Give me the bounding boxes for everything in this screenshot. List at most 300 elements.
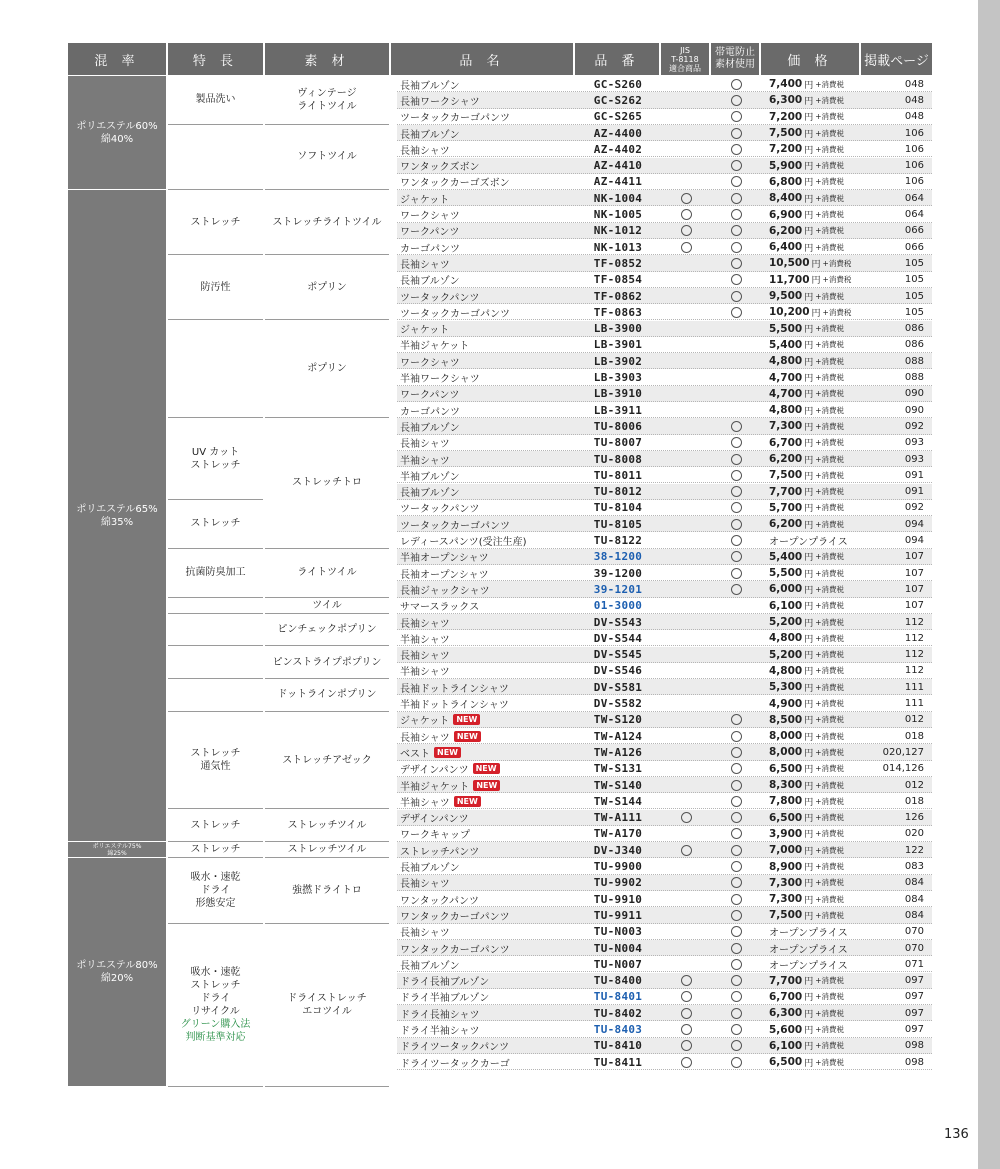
static-cell	[711, 109, 761, 125]
table-row	[397, 761, 932, 777]
price-value: 6,100	[769, 1039, 803, 1052]
product-name	[400, 630, 575, 646]
material-cell: ピンチェックポプリン	[265, 614, 389, 647]
price-cell	[761, 1005, 875, 1021]
jis-cell	[661, 956, 711, 972]
table-row	[397, 712, 932, 728]
jis-cell	[661, 858, 711, 874]
price-value: 4,800	[769, 664, 803, 677]
price-cell	[761, 386, 875, 402]
static-cell	[711, 158, 761, 174]
static-cell	[711, 761, 761, 777]
material-cell: 強撚ドライトロ	[265, 858, 389, 923]
jis-cell	[661, 940, 711, 956]
product-name-text: ドライ半袖シャツ	[400, 1026, 480, 1038]
static-cell	[711, 532, 761, 548]
price-cell	[761, 712, 875, 728]
price-value: 6,300	[769, 1007, 803, 1020]
tax-label: +消費税	[815, 666, 845, 676]
material-cell: ストレッチライトツイル	[265, 190, 389, 255]
price-value: 5,500	[769, 322, 803, 335]
product-name-text: 長袖シャツ	[400, 259, 450, 271]
price-unit: 円	[804, 439, 814, 450]
price-cell	[761, 663, 875, 679]
catalog-page: 092	[904, 502, 924, 514]
table-row	[397, 614, 932, 630]
product-name	[400, 451, 575, 467]
price-value: 8,400	[769, 192, 803, 205]
catalog-page: 126	[904, 812, 924, 824]
price-unit: 円	[804, 748, 814, 759]
product-name	[400, 174, 575, 190]
static-cell	[711, 223, 761, 239]
jis-cell	[661, 647, 711, 663]
product-code: TW-A126	[593, 745, 643, 759]
table-row	[397, 435, 932, 451]
table-row	[397, 875, 932, 891]
product-code: NK-1012	[593, 224, 643, 238]
static-cell	[711, 858, 761, 874]
static-cell	[711, 1038, 761, 1054]
circle-mark-icon	[681, 812, 692, 823]
table-row	[397, 206, 932, 222]
product-code: DV-S581	[593, 680, 643, 694]
table-row	[397, 956, 932, 972]
price-value: 3,900	[769, 827, 803, 840]
material-cell: ヴィンテージ ライトツイル	[265, 76, 389, 125]
tax-label: +消費税	[815, 1008, 845, 1018]
product-name	[400, 793, 575, 809]
price-unit: 円	[804, 1042, 814, 1053]
price-unit: 円	[804, 243, 814, 254]
circle-mark-icon	[731, 519, 742, 530]
price-unit: 円	[804, 80, 814, 91]
circle-mark-icon	[731, 861, 742, 872]
jis-cell	[661, 484, 711, 500]
material-cell: ストレッチツイル	[265, 810, 389, 843]
feature-label: 抗菌防臭加工	[185, 567, 246, 579]
catalog-page: 084	[904, 909, 924, 921]
feature-cell	[168, 190, 263, 255]
circle-mark-icon	[731, 193, 742, 204]
price-unit: 円	[804, 797, 814, 808]
price-cell	[761, 581, 875, 597]
jis-cell	[661, 288, 711, 304]
price-unit: 円	[804, 227, 814, 238]
table-row	[397, 158, 932, 174]
price-cell	[761, 907, 875, 923]
catalog-page: 070	[904, 926, 924, 938]
product-name	[400, 125, 575, 141]
feature-cell	[168, 418, 263, 500]
product-name-text: ドライツータックカーゴ	[400, 1058, 510, 1070]
price-cell	[761, 761, 875, 777]
tax-label: +消費税	[815, 519, 845, 529]
product-code: LB-3903	[593, 371, 643, 385]
price-unit: 円	[804, 162, 814, 173]
product-name	[400, 614, 575, 630]
price-cell	[761, 614, 875, 630]
header-page: 掲載ページ	[861, 43, 932, 75]
static-cell	[711, 125, 761, 141]
product-code: AZ-4411	[593, 175, 643, 189]
static-cell	[711, 272, 761, 288]
tax-label: +消費税	[815, 568, 845, 578]
price-cell	[761, 516, 875, 532]
static-cell	[711, 549, 761, 565]
circle-mark-icon	[681, 1024, 692, 1035]
tax-label: +消費税	[815, 503, 845, 513]
feature-label: UV カット ストレッチ	[190, 446, 241, 471]
price-value: 8,500	[769, 713, 803, 726]
jis-cell	[661, 712, 711, 728]
jis-cell	[661, 1021, 711, 1037]
product-code: TU-8012	[593, 485, 643, 499]
circle-mark-icon	[681, 209, 692, 220]
circle-mark-icon	[731, 551, 742, 562]
table-row	[397, 907, 932, 923]
price-unit: 円	[804, 129, 814, 140]
feature-cell	[168, 500, 263, 549]
price-unit: 円	[804, 520, 814, 531]
new-badge: NEW	[473, 763, 500, 774]
header-material: 素 材	[265, 43, 389, 75]
product-code: TW-S144	[593, 794, 643, 808]
jis-cell	[661, 402, 711, 418]
circle-mark-icon	[681, 242, 692, 253]
price-cell	[761, 1054, 875, 1070]
static-cell	[711, 875, 761, 891]
tax-label: +消費税	[815, 731, 845, 741]
jis-cell	[661, 369, 711, 385]
static-cell	[711, 565, 761, 581]
product-code: NK-1005	[593, 208, 643, 222]
price-unit: 円	[804, 895, 814, 906]
mix-cell: ポリエステル80% 綿20%	[68, 858, 166, 1086]
price-unit: 円	[804, 194, 814, 205]
feature-label: ストレッチ	[190, 819, 241, 831]
price-unit: 円	[804, 374, 814, 385]
catalog-page: 086	[904, 339, 924, 351]
tax-label: +消費税	[815, 878, 845, 888]
price-value: 4,700	[769, 387, 803, 400]
catalog-page: 106	[904, 160, 924, 172]
static-cell	[711, 174, 761, 190]
table-row	[397, 891, 932, 907]
product-code: TU-8006	[593, 419, 643, 433]
product-name	[400, 712, 575, 728]
catalog-page: 111	[904, 681, 924, 693]
product-code: DV-S545	[593, 648, 643, 662]
product-code: TU-8401	[593, 990, 643, 1004]
product-name-text: ツータックカーゴパンツ	[400, 113, 510, 125]
static-cell	[711, 712, 761, 728]
page-number: 136	[944, 1127, 969, 1142]
product-name	[400, 891, 575, 907]
product-name	[400, 386, 575, 402]
circle-mark-icon	[731, 307, 742, 318]
circle-mark-icon	[731, 470, 742, 481]
tax-label: +消費税	[815, 1041, 845, 1051]
product-code: DV-S546	[593, 664, 643, 678]
circle-mark-icon	[731, 877, 742, 888]
jis-cell	[661, 451, 711, 467]
tax-label: +消費税	[815, 144, 845, 154]
price-unit: 円	[804, 618, 814, 629]
jis-cell	[661, 842, 711, 858]
catalog-page: 106	[904, 127, 924, 139]
catalog-page: 018	[904, 795, 924, 807]
table-row	[397, 255, 932, 271]
product-name-text: 長袖ブルゾン	[400, 422, 460, 434]
price-unit: 円	[804, 1026, 814, 1037]
circle-mark-icon	[731, 128, 742, 139]
table-row	[397, 549, 932, 565]
catalog-page: 107	[904, 600, 924, 612]
price-unit: 円	[804, 406, 814, 417]
catalog-page: 071	[904, 958, 924, 970]
jis-cell	[661, 614, 711, 630]
tax-label: +消費税	[815, 633, 845, 643]
tax-label: +消費税	[815, 340, 845, 350]
static-cell	[711, 614, 761, 630]
jis-cell	[661, 109, 711, 125]
tax-label: +消費税	[815, 650, 845, 660]
circle-mark-icon	[731, 568, 742, 579]
product-name-text: 長袖シャツ	[400, 145, 450, 157]
static-cell	[711, 695, 761, 711]
table-row	[397, 810, 932, 826]
price-unit: 円	[804, 178, 814, 189]
product-name	[400, 92, 575, 108]
static-cell	[711, 92, 761, 108]
jis-cell	[661, 337, 711, 353]
jis-cell	[661, 255, 711, 271]
circle-mark-icon	[681, 1008, 692, 1019]
price-value: 7,500	[769, 469, 803, 482]
price-value: 11,700	[769, 273, 810, 286]
price-unit: 円	[804, 96, 814, 107]
catalog-page: 097	[904, 991, 924, 1003]
circle-mark-icon	[731, 1024, 742, 1035]
feature-cell	[168, 842, 263, 858]
circle-mark-icon	[731, 943, 742, 954]
material-cell: ポプリン	[265, 255, 389, 320]
product-name-text: ストレッチパンツ	[400, 846, 480, 858]
price-unit: 円	[804, 553, 814, 564]
product-code: DV-S543	[593, 615, 643, 629]
tax-label: +消費税	[815, 421, 845, 431]
catalog-page: 097	[904, 1007, 924, 1019]
new-badge: NEW	[434, 747, 461, 758]
price-unit: 円	[804, 634, 814, 645]
product-name	[400, 907, 575, 923]
product-code: LB-3910	[593, 387, 643, 401]
feature-label: ストレッチ 通気性	[190, 748, 241, 773]
tax-label: +消費税	[815, 454, 845, 464]
material-cell: ストレッチツイル	[265, 842, 389, 858]
price-cell	[761, 924, 875, 940]
price-open: オープンプライス	[769, 944, 848, 956]
product-name	[400, 353, 575, 369]
static-cell	[711, 435, 761, 451]
price-value: 7,700	[769, 974, 803, 987]
price-value: 6,100	[769, 599, 803, 612]
circle-mark-icon	[731, 796, 742, 807]
product-name	[400, 109, 575, 125]
product-name-text: デザインパンツ	[400, 765, 469, 777]
product-name-text: 長袖ブルゾン	[400, 80, 460, 92]
catalog-page: 097	[904, 1024, 924, 1036]
price-open: オープンプライス	[769, 537, 848, 549]
jis-cell	[661, 1005, 711, 1021]
price-cell	[761, 141, 875, 157]
circle-mark-icon	[731, 79, 742, 90]
circle-mark-icon	[731, 454, 742, 465]
price-unit: 円	[804, 781, 814, 792]
product-name-text: 長袖シャツ	[400, 928, 450, 940]
table-row	[397, 1005, 932, 1021]
product-code: TF-0862	[593, 289, 643, 303]
circle-mark-icon	[731, 1057, 742, 1068]
price-value: 5,600	[769, 1023, 803, 1036]
feature-label: ストレッチ	[190, 216, 241, 228]
table-row	[397, 402, 932, 418]
product-name	[400, 581, 575, 597]
table-row	[397, 304, 932, 320]
product-name	[400, 141, 575, 157]
circle-mark-icon	[731, 291, 742, 302]
circle-mark-icon	[731, 502, 742, 513]
price-value: 7,300	[769, 893, 803, 906]
tax-label: +消費税	[822, 258, 852, 268]
price-value: 10,500	[769, 257, 810, 270]
product-code: TU-8011	[593, 468, 643, 482]
product-name-text: 長袖ブルゾン	[400, 863, 460, 875]
product-name-text: レディースパンツ(受注生産)	[400, 537, 527, 549]
circle-mark-icon	[731, 144, 742, 155]
circle-mark-icon	[731, 828, 742, 839]
product-name	[400, 467, 575, 483]
product-name	[400, 826, 575, 842]
product-code: TW-S140	[593, 778, 643, 792]
product-name	[400, 875, 575, 891]
jis-cell	[661, 598, 711, 614]
catalog-page: 066	[904, 225, 924, 237]
price-cell	[761, 940, 875, 956]
new-badge: NEW	[454, 731, 481, 742]
feature-cell	[168, 614, 263, 647]
product-name-text: 半袖シャツ	[400, 455, 450, 467]
feature-label: ストレッチ	[190, 844, 241, 856]
product-name-text: 長袖オープンシャツ	[400, 569, 489, 581]
tax-label: +消費税	[815, 682, 845, 692]
price-cell	[761, 793, 875, 809]
tax-label: +消費税	[815, 699, 845, 709]
material-cell: ツイル	[265, 598, 389, 614]
price-cell	[761, 288, 875, 304]
price-value: 6,500	[769, 811, 803, 824]
price-value: 6,900	[769, 208, 803, 221]
product-name-text: ワンタックカーゴズボン	[400, 178, 510, 190]
jis-cell	[661, 565, 711, 581]
jis-cell	[661, 679, 711, 695]
product-name	[400, 272, 575, 288]
new-badge: NEW	[473, 780, 500, 791]
price-value: 5,300	[769, 681, 803, 694]
product-name-text: ワークパンツ	[400, 390, 460, 402]
circle-mark-icon	[731, 812, 742, 823]
price-unit: 円	[804, 471, 814, 482]
price-value: 6,000	[769, 583, 803, 596]
price-cell	[761, 206, 875, 222]
circle-mark-icon	[731, 845, 742, 856]
tax-label: +消費税	[815, 1057, 845, 1067]
static-cell	[711, 337, 761, 353]
product-code: DV-S544	[593, 631, 643, 645]
jis-cell	[661, 516, 711, 532]
price-value: 6,500	[769, 1056, 803, 1069]
circle-mark-icon	[731, 95, 742, 106]
catalog-page: 020	[904, 828, 924, 840]
circle-mark-icon	[731, 258, 742, 269]
static-cell	[711, 304, 761, 320]
price-value: 7,400	[769, 78, 803, 91]
product-name	[400, 1054, 575, 1070]
product-name	[400, 369, 575, 385]
material-cell: ストレッチトロ	[265, 418, 389, 548]
tax-label: +消費税	[815, 894, 845, 904]
tax-label: +消費税	[815, 780, 845, 790]
price-cell	[761, 695, 875, 711]
circle-mark-icon	[681, 1040, 692, 1051]
product-name-text: 半袖シャツ	[400, 797, 450, 809]
static-cell	[711, 826, 761, 842]
circle-mark-icon	[681, 193, 692, 204]
static-cell	[711, 728, 761, 744]
product-code: TF-0863	[593, 305, 643, 319]
product-name-text: ベスト	[400, 748, 430, 760]
jis-cell	[661, 907, 711, 923]
product-name-text: 半袖シャツ	[400, 634, 450, 646]
price-value: 8,300	[769, 779, 803, 792]
table-row	[397, 337, 932, 353]
catalog-page: 105	[904, 306, 924, 318]
product-name-text: 半袖ブルゾン	[400, 471, 460, 483]
product-code: GC-S262	[593, 93, 643, 107]
table-row	[397, 109, 932, 125]
feature-cell	[168, 598, 263, 614]
price-value: 6,200	[769, 453, 803, 466]
price-unit: 円	[804, 504, 814, 515]
catalog-page: 066	[904, 241, 924, 253]
price-unit: 円	[804, 879, 814, 890]
price-cell	[761, 777, 875, 793]
price-cell	[761, 402, 875, 418]
price-cell	[761, 321, 875, 337]
static-cell	[711, 467, 761, 483]
catalog-page: 092	[904, 420, 924, 432]
product-name-text: ワンタックカーゴパンツ	[400, 944, 510, 956]
product-name-text: ジャケット	[400, 325, 450, 337]
static-cell	[711, 369, 761, 385]
table-row	[397, 663, 932, 679]
price-unit: 円	[804, 651, 814, 662]
jis-cell	[661, 549, 711, 565]
table-row	[397, 125, 932, 141]
price-value: 7,300	[769, 876, 803, 889]
product-name	[400, 190, 575, 206]
